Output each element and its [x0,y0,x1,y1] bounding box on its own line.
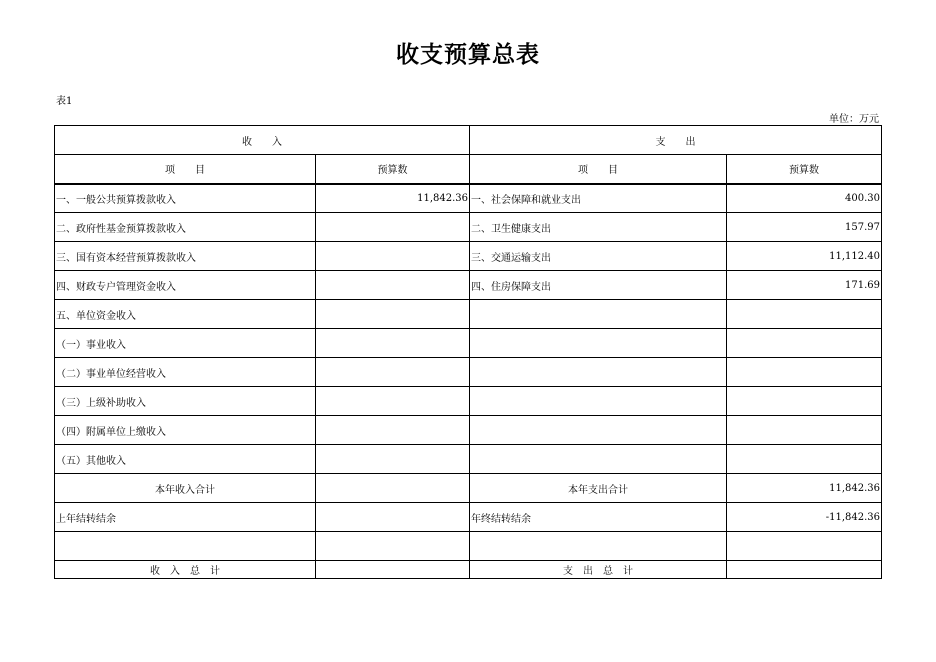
table-row [55,242,882,271]
income-amount [316,387,470,416]
income-item: （五）其他收入 [55,445,316,474]
income-total-label: 收 入 总 计 [55,561,316,579]
expense-item: 二、卫生健康支出 [470,213,727,242]
expense-amount [727,329,882,358]
table-row [55,329,882,358]
expense-carryover-amount: -11,842.36 [727,503,882,532]
income-item: （二）事业单位经营收入 [55,358,316,387]
income-amount [316,445,470,474]
unit-label: 单位：万元 [829,114,879,125]
blank-row [55,532,882,561]
expense-amount [727,300,882,329]
income-subtotal-amount [316,474,470,503]
expense-header: 支 出 [470,126,882,155]
expense-item [470,416,727,445]
income-carryover-amount [316,503,470,532]
table-row [55,300,882,329]
expense-item [470,358,727,387]
table-row [55,271,882,300]
table-row [55,387,882,416]
income-item: （三）上级补助收入 [55,387,316,416]
income-item: 一、一般公共预算拨款收入 [55,184,316,213]
expense-budget-header: 预算数 [727,155,882,184]
expense-item [470,300,727,329]
income-amount [316,416,470,445]
header-row-sections [55,126,882,155]
expense-amount: 11,112.40 [727,242,882,271]
table-row [55,445,882,474]
budget-table [54,125,882,579]
income-budget-header: 预算数 [316,155,470,184]
expense-item: 四、住房保障支出 [470,271,727,300]
income-header: 收 入 [55,126,470,155]
income-item: （一）事业收入 [55,329,316,358]
expense-item [470,387,727,416]
expense-total-label: 支 出 总 计 [470,561,727,579]
expense-carryover-label: 年终结转结余 [470,503,727,532]
income-amount [316,242,470,271]
expense-amount [727,358,882,387]
expense-item-header: 项 目 [470,155,727,184]
table-row [55,358,882,387]
income-item-header: 项 目 [55,155,316,184]
income-total-amount [316,561,470,579]
expense-amount [727,445,882,474]
income-amount: 11,842.36 [316,184,470,213]
income-item: （四）附属单位上缴收入 [55,416,316,445]
income-item: 二、政府性基金预算拨款收入 [55,213,316,242]
income-item: 三、国有资本经营预算拨款收入 [55,242,316,271]
expense-subtotal-label: 本年支出合计 [470,474,727,503]
income-carryover-label: 上年结转结余 [55,503,316,532]
expense-item: 一、社会保障和就业支出 [470,184,727,213]
income-amount [316,329,470,358]
subtotal-row [55,474,882,503]
expense-amount: 171.69 [727,271,882,300]
income-amount [316,358,470,387]
page-title: 收支预算总表 [396,42,540,68]
expense-amount [727,387,882,416]
income-amount [316,271,470,300]
total-row [55,561,882,579]
expense-amount [727,416,882,445]
carryover-row [55,503,882,532]
table-row [55,416,882,445]
income-subtotal-label: 本年收入合计 [55,474,316,503]
table-number: 表1 [56,96,73,107]
expense-item [470,329,727,358]
income-amount [316,300,470,329]
income-item: 四、财政专户管理资金收入 [55,271,316,300]
expense-total-amount [727,561,882,579]
income-amount [316,213,470,242]
expense-item: 三、交通运输支出 [470,242,727,271]
expense-amount: 157.97 [727,213,882,242]
table-row [55,184,882,213]
income-item: 五、单位资金收入 [55,300,316,329]
header-row-columns [55,155,882,184]
table-row [55,213,882,242]
expense-subtotal-amount: 11,842.36 [727,474,882,503]
expense-amount: 400.30 [727,184,882,213]
expense-item [470,445,727,474]
